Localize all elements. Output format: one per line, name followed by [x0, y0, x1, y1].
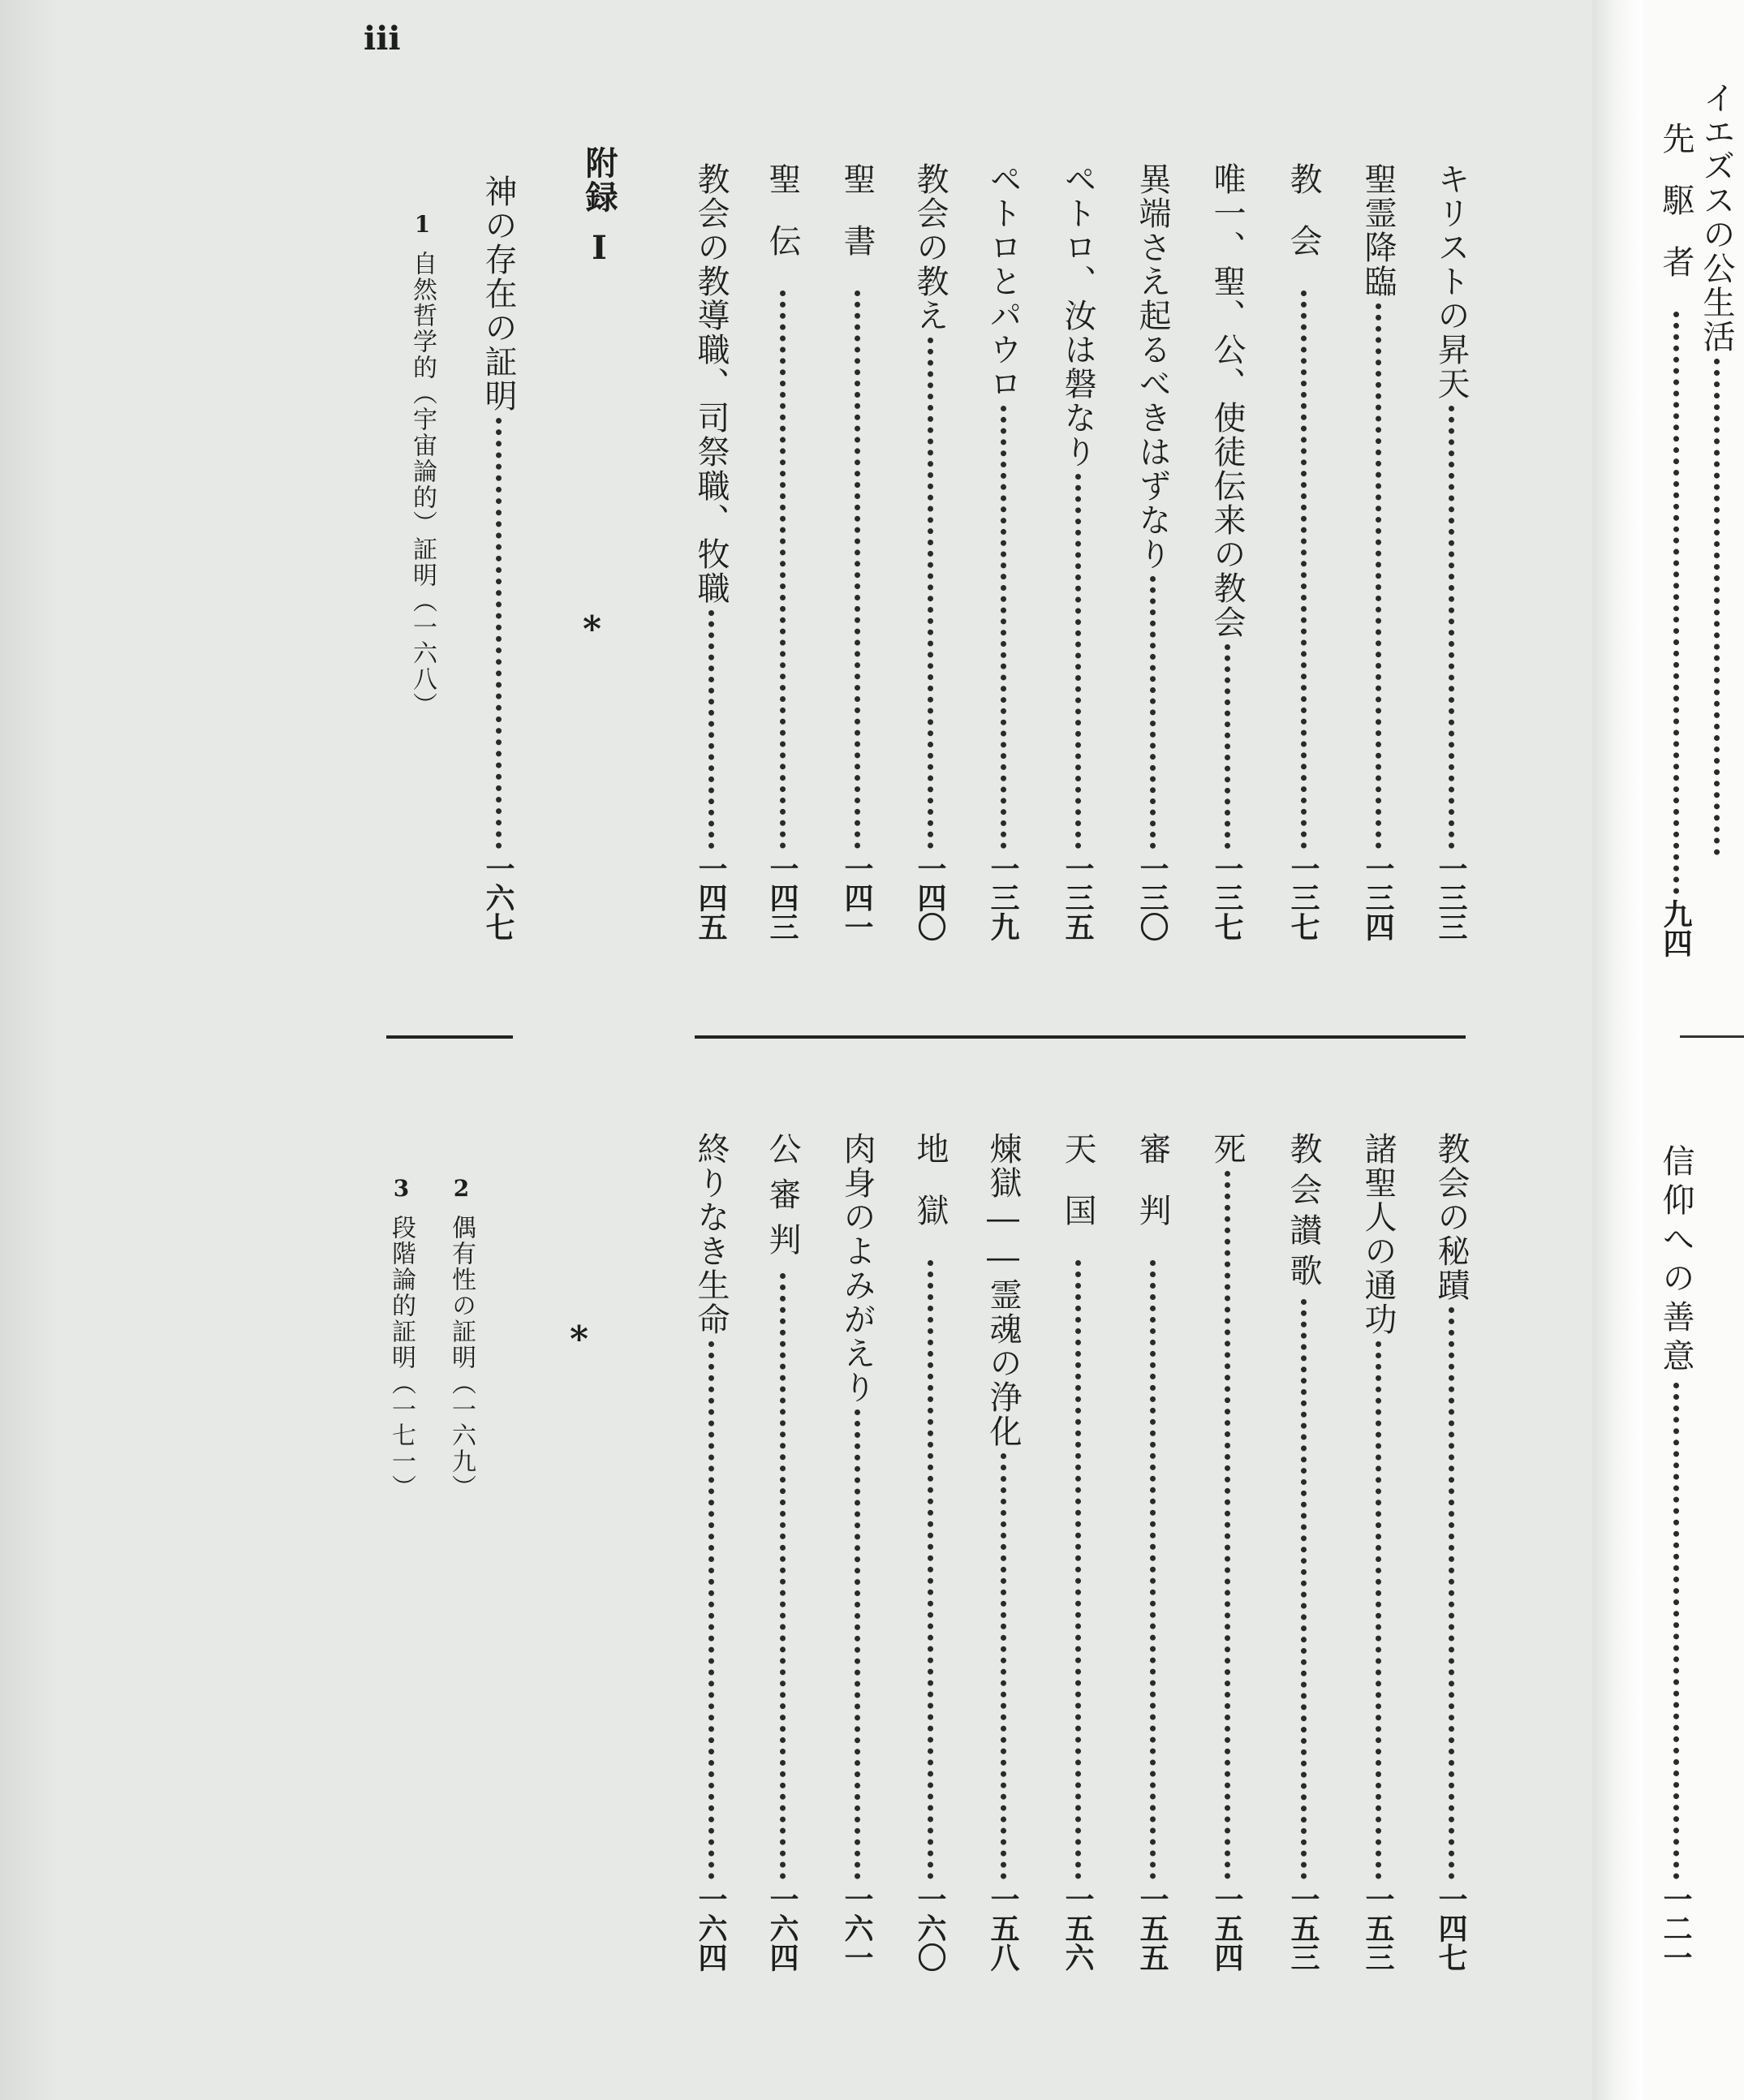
toc-entry-title: ペトロとパウロ: [984, 162, 1022, 401]
leader-dots: [708, 610, 714, 849]
toc-entry-page: 一五五: [1135, 1884, 1169, 1972]
toc-entry-title: 教会の教導職、司祭職、牧職: [692, 162, 730, 605]
toc-entry: [1355, 1132, 1401, 1972]
toc-entry: [1055, 1132, 1100, 1972]
toc-entry-title: 死: [1208, 1132, 1246, 1166]
toc-entry-page: 一六〇: [913, 1884, 947, 1972]
toc-entry-page: 一三三: [1434, 854, 1468, 941]
leader-dots: [1449, 1307, 1454, 1879]
facing-toc-entry: [1656, 122, 1696, 957]
toc-entry-page: 一四〇: [913, 854, 947, 941]
toc-entry-title: 教会の秘蹟: [1432, 1132, 1470, 1302]
appendix-numeral: I: [580, 229, 618, 269]
subitem-text: 段階論的証明（一七一）: [387, 1215, 416, 1500]
toc-entry-title: 審判: [1134, 1132, 1171, 1255]
leader-dots: [1449, 406, 1454, 849]
leader-dots: [1673, 312, 1679, 894]
toc-entry: [1355, 162, 1401, 941]
toc-entry: [760, 1132, 805, 1972]
toc-entry-title: 地獄: [911, 1132, 949, 1255]
leader-dots: [496, 418, 502, 849]
toc-entry: [907, 162, 953, 941]
toc-entry-page: 一三四: [1361, 854, 1395, 941]
toc-entry-title: 聖霊降臨: [1359, 162, 1397, 299]
toc-entry: [1428, 1132, 1474, 1972]
toc-entry-page: 一三七: [1210, 854, 1244, 941]
facing-toc-entry: [1656, 1144, 1696, 1972]
appendix-subitem: [445, 1175, 477, 1629]
toc-entry-page: 一三五: [1061, 854, 1095, 941]
toc-entry-title: ペトロ、汝は磐なり: [1059, 162, 1096, 469]
toc-entry-title: 天国: [1059, 1132, 1096, 1255]
toc-entry: [688, 1132, 734, 1972]
toc-entry-page: 一四一: [840, 854, 874, 941]
toc-entry: [1204, 1132, 1250, 1972]
leader-dots: [1150, 1260, 1156, 1879]
toc-entry-title: 肉身のよみがえり: [838, 1132, 876, 1405]
toc-entry-title: 公審判: [764, 1132, 801, 1268]
toc-entry-page: 一五三: [1361, 1884, 1395, 1972]
toc-entry-title: 教会讃歌: [1285, 1132, 1322, 1294]
leader-dots: [780, 1273, 786, 1879]
toc-entry-page: 一四三: [765, 854, 799, 941]
toc-entry: [1130, 162, 1175, 941]
toc-entry: [1281, 162, 1326, 941]
leader-dots: [928, 1260, 933, 1879]
toc-entry-title: 唯一、聖、公、使徒伝来の教会: [1208, 162, 1246, 639]
toc-entry-title: キリストの昇天: [1432, 162, 1470, 401]
toc-entry-page: 一六一: [840, 1884, 874, 1972]
book-binding-edge: [0, 0, 58, 2100]
toc-entry: [980, 1132, 1026, 1972]
leader-dots: [1301, 290, 1307, 849]
subitem-number: 1: [409, 211, 436, 238]
section-divider: [386, 1035, 513, 1039]
leader-dots: [1075, 474, 1081, 849]
subitem-text: 自然哲学的（宇宙論的）証明（一六八）: [408, 251, 437, 718]
facing-entry-title: イエズスの公生活: [1698, 81, 1735, 354]
toc-entry: [907, 1132, 953, 1972]
leader-dots: [1225, 1171, 1230, 1879]
toc-entry-page: 一五六: [1061, 1884, 1095, 1972]
page-gutter: [1592, 0, 1643, 2100]
subitem-number: 3: [388, 1175, 415, 1202]
leader-dots: [1301, 1299, 1307, 1879]
subitem-text: 偶有性の証明（一六九）: [447, 1215, 476, 1500]
toc-entry-page: 一五三: [1286, 1884, 1320, 1972]
leader-dots: [1673, 1383, 1679, 1879]
facing-toc-entry: [1696, 81, 1737, 860]
toc-entry-page: 一五四: [1210, 1884, 1244, 1972]
toc-entry-title: 教会: [1285, 162, 1322, 286]
leader-dots: [1714, 359, 1720, 855]
toc-entry-title: 煉獄――霊魂の浄化: [984, 1132, 1022, 1448]
leader-dots: [1376, 303, 1381, 849]
facing-divider: [1680, 1035, 1744, 1038]
toc-entry-page: 一六四: [765, 1884, 799, 1972]
leader-dots: [855, 290, 860, 849]
leader-dots: [708, 1341, 714, 1879]
toc-entry-title: 教会の教え: [911, 162, 949, 333]
subitem-number: 2: [448, 1175, 475, 1202]
toc-entry: [834, 162, 880, 941]
toc-entry: [688, 162, 734, 941]
leader-dots: [1376, 1341, 1381, 1879]
appendix-subitem: [385, 1175, 417, 1629]
toc-entry-title: 聖伝: [764, 162, 801, 286]
leader-dots: [1001, 1453, 1006, 1879]
toc-entry-page: 一五八: [986, 1884, 1020, 1972]
toc-entry-page: 一三七: [1286, 854, 1320, 941]
appendix-heading: [576, 146, 622, 292]
toc-entry: [1204, 162, 1250, 941]
appendix-title: 神の存在の証明: [480, 174, 517, 413]
appendix-entry: [476, 174, 521, 941]
facing-entry-title: 信仰への善意: [1657, 1144, 1694, 1378]
toc-entry: [1281, 1132, 1326, 1972]
toc-entry-title: 終りなき生命: [692, 1132, 730, 1336]
toc-entry: [980, 162, 1026, 941]
leader-dots: [1075, 1260, 1081, 1879]
section-star: *: [570, 1319, 589, 1360]
toc-entry: [1428, 162, 1474, 941]
page-folio: iii: [364, 19, 401, 58]
leader-dots: [1001, 406, 1006, 849]
toc-entry: [1130, 1132, 1175, 1972]
toc-entry: [834, 1132, 880, 1972]
toc-entry-page: 一三〇: [1135, 854, 1169, 941]
leader-dots: [780, 290, 786, 849]
toc-entry-title: 聖書: [838, 162, 876, 286]
toc-entry-title: 異端さえ起るべきはずなり: [1134, 162, 1171, 571]
facing-entry-title: 先駆者: [1657, 122, 1694, 307]
toc-entry: [1055, 162, 1100, 941]
leader-dots: [928, 338, 933, 849]
appendix-subitem: [406, 211, 438, 779]
toc-entry-page: 一四五: [694, 854, 728, 941]
leader-dots: [1150, 576, 1156, 849]
toc-entry-page: 一四七: [1434, 1884, 1468, 1972]
leader-dots: [855, 1409, 860, 1879]
toc-entry: [760, 162, 805, 941]
toc-entry-page: 一三九: [986, 854, 1020, 941]
facing-entry-page: 九四: [1659, 899, 1693, 957]
section-star: *: [583, 609, 602, 650]
toc-entry-title: 諸聖人の通功: [1359, 1132, 1397, 1336]
leader-dots: [1225, 644, 1230, 849]
appendix-label: 附録: [580, 146, 618, 214]
toc-entry-page: 一六四: [694, 1884, 728, 1972]
section-divider: [695, 1035, 1466, 1039]
appendix-page: 一六七: [481, 854, 515, 941]
facing-entry-page: 一二一: [1659, 1884, 1693, 1972]
